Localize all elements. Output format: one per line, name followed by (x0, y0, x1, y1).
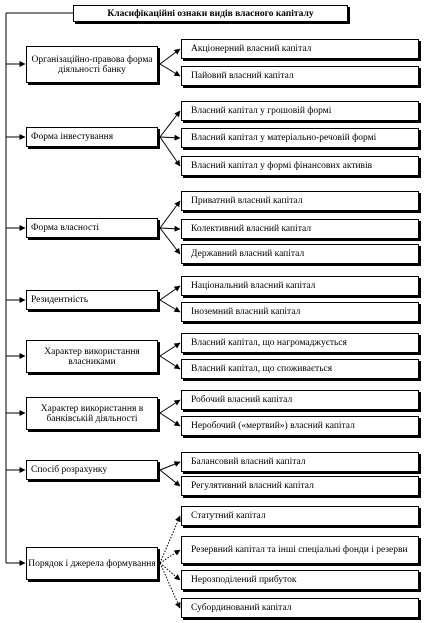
category-label: Організаційно-правова форма діяльності банку (31, 54, 153, 75)
item-arrow (160, 470, 180, 486)
item-label: Державний власний капітал (191, 249, 305, 259)
item-box (181, 276, 419, 296)
item-arrow (160, 137, 180, 166)
item-label: Іноземний власний капітал (191, 307, 301, 317)
item-label: Приватний власний капітал (191, 196, 303, 206)
category-label: Резидентність (31, 295, 89, 305)
item-box (181, 452, 419, 472)
item-arrow (160, 343, 180, 356)
item-arrow (160, 413, 180, 426)
item-label: Статутний капітал (191, 511, 266, 521)
item-arrow (160, 286, 180, 300)
category-box (26, 46, 158, 83)
item-label: Неробочий («мертвий») власний капітал (191, 421, 355, 431)
item-label: Колективний власний капітал (191, 224, 312, 234)
item-box (181, 333, 419, 353)
category-box (26, 218, 158, 238)
category-box (26, 127, 158, 147)
diagram-title (73, 5, 348, 22)
item-arrow (160, 64, 180, 76)
item-box (181, 570, 419, 590)
item-label: Резервний капітал та інші спеціальні фонди і резерви (191, 545, 408, 555)
item-label: Регулятивний власний капітал (191, 481, 314, 491)
item-arrow (160, 228, 180, 254)
item-label: Власний капітал у матеріально-речовій формі (191, 133, 377, 143)
item-box (181, 506, 419, 526)
item-box (181, 191, 419, 211)
item-arrow (160, 111, 180, 137)
item-box (181, 359, 419, 379)
item-label: Акціонерний власний капітал (191, 44, 312, 54)
item-box (181, 390, 419, 410)
item-label: Власний капітал у формі фінансових активів (191, 161, 373, 171)
item-label: Робочий власний капітал (191, 395, 293, 405)
diagram-title-text: Класифікаційні ознаки видів власного капіталу (107, 8, 314, 19)
item-box (181, 536, 419, 564)
item-arrow (160, 356, 180, 369)
item-box (181, 66, 419, 86)
category-box (26, 290, 158, 310)
item-arrow (160, 49, 180, 64)
item-box (181, 598, 419, 618)
item-label: Субординований капітал (191, 603, 292, 613)
item-box (181, 219, 419, 239)
item-arrow (160, 563, 180, 608)
item-box (181, 128, 419, 148)
item-label: Балансовий власний капітал (191, 457, 306, 467)
item-box (181, 156, 419, 176)
category-box (26, 547, 158, 580)
item-arrow (160, 201, 180, 228)
item-label: Національний власний капітал (191, 281, 316, 291)
item-arrow (160, 137, 180, 138)
item-label: Власний капітал у грошовій формі (191, 106, 332, 116)
category-box (26, 460, 158, 480)
category-label: Характер використання в банківській діяльності (40, 403, 144, 424)
category-label: Форма власності (31, 223, 100, 233)
item-arrow (160, 228, 180, 229)
category-box (26, 340, 158, 373)
item-box (181, 39, 419, 59)
item-arrow (160, 462, 180, 470)
item-label: Пайовий власний капітал (191, 71, 294, 81)
item-label: Власний капітал, що нагромаджується (191, 338, 347, 348)
item-arrow (160, 300, 180, 312)
item-box (181, 302, 419, 322)
item-label: Власний капітал, що споживається (191, 364, 333, 374)
category-label: Спосіб розрахунку (31, 465, 108, 475)
item-arrow (160, 400, 180, 413)
item-label: Нерозподілений прибуток (191, 575, 297, 585)
item-arrow (160, 563, 180, 580)
item-box (181, 244, 419, 264)
category-label: Порядок і джерела формування (28, 558, 156, 569)
category-box (26, 397, 158, 430)
item-box (181, 416, 419, 436)
category-label: Характер використання власниками (44, 346, 140, 367)
item-box (181, 101, 419, 121)
category-label: Форма інвестування (31, 132, 114, 142)
item-box (181, 476, 419, 496)
